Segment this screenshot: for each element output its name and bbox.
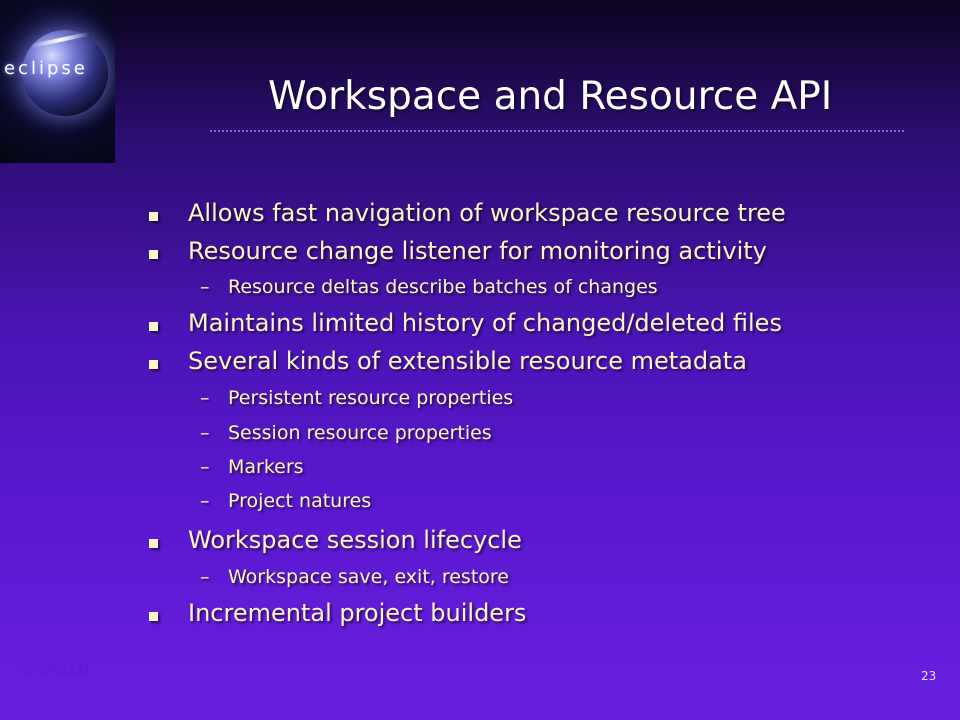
bullet-item: Incremental project builders (188, 599, 527, 627)
sub-bullet-item: Session resource properties (228, 422, 492, 444)
bullet-marker-icon (149, 250, 158, 259)
bullet-item: Allows fast navigation of workspace resource tree (188, 199, 786, 227)
sub-bullet-item: Persistent resource properties (228, 387, 514, 409)
bullet-item: Maintains limited history of changed/deleted files (188, 309, 782, 337)
sub-bullet-item: Markers (228, 456, 304, 478)
bullet-item: Several kinds of extensible resource metadata (188, 347, 747, 375)
sub-bullet-dash-icon: – (200, 276, 210, 298)
bullet-marker-icon (149, 612, 158, 621)
sub-bullet-item: Project natures (228, 490, 372, 512)
footer-date-code: 200303331 (22, 662, 91, 676)
bullet-marker-icon (149, 212, 158, 221)
sub-bullet-dash-icon: – (200, 387, 210, 409)
bullet-marker-icon (149, 322, 158, 331)
sub-bullet-dash-icon: – (200, 566, 210, 588)
sub-bullet-dash-icon: – (200, 490, 210, 512)
sub-bullet-dash-icon: – (200, 456, 210, 478)
bullet-marker-icon (149, 360, 158, 369)
sub-bullet-dash-icon: – (200, 422, 210, 444)
logo-text: eclipse (4, 58, 88, 79)
page-number: 23 (921, 669, 937, 683)
bullet-item: Resource change listener for monitoring activity (188, 237, 767, 265)
bullet-item: Workspace session lifecycle (188, 526, 522, 554)
slide-title: Workspace and Resource API (268, 74, 833, 119)
bullet-marker-icon (149, 539, 158, 548)
sub-bullet-item: Workspace save, exit, restore (228, 566, 509, 588)
sub-bullet-item: Resource deltas describe batches of changes (228, 276, 658, 298)
